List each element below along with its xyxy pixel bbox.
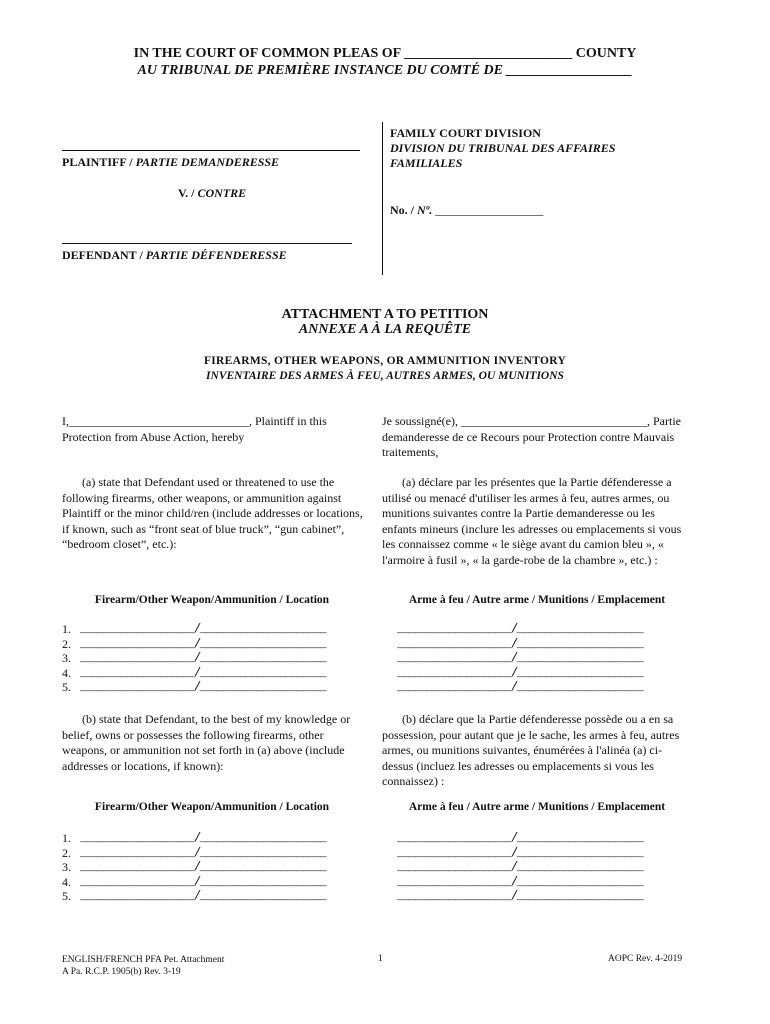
inventory-title-fr: INVENTAIRE DES ARMES À FEU, AUTRES ARMES, OU MUNITIONS bbox=[206, 370, 564, 382]
list-item[interactable]: 2. ____________________/______________________ bbox=[62, 636, 326, 651]
inventory-title-en: FIREARMS, OTHER WEAPONS, OR AMMUNITION INVENTORY bbox=[203, 355, 567, 367]
defendant-line[interactable] bbox=[62, 243, 352, 244]
inventory-header-fr-a: Arme à feu / Autre arme / Munitions / Emplacement bbox=[408, 594, 666, 606]
inventory-header-en-a: Firearm/Other Weapon/Ammunition / Location bbox=[94, 594, 330, 606]
intro-en: I,______________________________, Plaintiff in this Protection from Abuse Action, hereby bbox=[62, 414, 327, 444]
inventory-list-fr-b bbox=[397, 831, 642, 904]
defendant-label: DEFENDANT / PARTIE DÉFENDERESSE bbox=[62, 248, 287, 262]
list-item[interactable]: ____________________/______________________ bbox=[397, 845, 643, 860]
list-item[interactable]: 3. ____________________/______________________ bbox=[62, 860, 326, 874]
inventory-header-fr-b: Arme à feu / Autre arme / Munitions / Emplacement bbox=[408, 801, 666, 813]
list-item[interactable]: ____________________/______________________ bbox=[397, 622, 643, 636]
attachment-title-fr: ANNEXE A À LA REQUÊTE bbox=[298, 322, 472, 337]
case-number: No. / Nº. __________________ bbox=[390, 203, 544, 217]
inventory-list-en-b bbox=[62, 831, 325, 904]
list-item[interactable]: 1. ____________________/______________________ bbox=[62, 831, 326, 845]
case-number-field[interactable]: __________________ bbox=[435, 203, 544, 217]
plaintiff-line[interactable] bbox=[62, 150, 360, 151]
court-heading-fr: AU TRIBUNAL DE PREMIÈRE INSTANCE DU COMTÉ DE __________________ bbox=[137, 63, 633, 78]
list-item[interactable]: 4. ____________________/______________________ bbox=[62, 874, 326, 889]
page-number: 1 bbox=[378, 954, 383, 964]
plaintiff-label: PLAINTIFF / PARTIE DEMANDERESSE bbox=[62, 155, 280, 169]
attachment-title-en: ATTACHMENT A TO PETITION bbox=[281, 307, 489, 322]
inventory-list-en-a bbox=[62, 622, 325, 695]
division-en: FAMILY COURT DIVISION bbox=[390, 126, 541, 140]
versus-label: V. / CONTRE bbox=[178, 186, 247, 200]
court-heading-en: IN THE COURT OF COMMON PLEAS OF ________________________ COUNTY bbox=[133, 46, 637, 61]
division-fr: DIVISION DU TRIBUNAL DES AFFAIRES FAMILIALES bbox=[390, 141, 616, 170]
list-item[interactable]: 4. ____________________/______________________ bbox=[62, 665, 326, 680]
list-item[interactable]: ____________________/______________________ bbox=[397, 680, 643, 694]
section-b-fr: (b) déclare que la Partie défenderesse possède ou a en sa possession, pour autant que je le sache, les armes à feu, autres armes, ou munitions suivantes, énumérées à l'alinéa (a) ci-dessus (incluez les adresses ou emplacements si vous les connaissez) : bbox=[382, 712, 680, 788]
intro-fr: Je soussigné(e), _______________________________, Partie demanderesse de ce Recours pour Protection contre Mauvais traitements, bbox=[382, 414, 681, 459]
list-item[interactable]: 3. ____________________/______________________ bbox=[62, 651, 326, 665]
footer-left bbox=[62, 954, 224, 978]
inventory-header-en-b: Firearm/Other Weapon/Ammunition / Location bbox=[94, 801, 330, 813]
caption-divider bbox=[382, 122, 383, 275]
list-item[interactable]: 5. ____________________/______________________ bbox=[62, 680, 326, 694]
list-item[interactable]: 5. ____________________/______________________ bbox=[62, 889, 326, 903]
list-item[interactable]: ____________________/______________________ bbox=[397, 831, 643, 845]
inventory-list-fr-a bbox=[397, 622, 642, 695]
list-item[interactable]: ____________________/______________________ bbox=[397, 874, 643, 889]
list-item[interactable]: 1. ____________________/______________________ bbox=[62, 622, 326, 636]
list-item[interactable]: ____________________/______________________ bbox=[397, 860, 643, 874]
footer-revision: AOPC Rev. 4-2019 bbox=[608, 954, 683, 964]
footer-form-name: ENGLISH/FRENCH PFA Pet. Attachment bbox=[62, 955, 225, 965]
footer-rule-ref: A Pa. R.C.P. 1905(b) Rev. 3-19 bbox=[62, 967, 181, 977]
section-a-fr: (a) déclare par les présentes que la Partie défenderesse a utilisé ou menacé d'utiliser les armes à feu, autres armes, ou munitions suivantes contre la Partie demanderesse ou les enfants mineurs (inclure les adresses ou emplacements si vous les connaissez comme « le siège avant du camion bleu », « l'armoire à fusil », « la garde-robe de la chambre », etc.) : bbox=[382, 475, 682, 567]
list-item[interactable]: ____________________/______________________ bbox=[397, 651, 643, 665]
list-item[interactable]: ____________________/______________________ bbox=[397, 636, 643, 651]
list-item[interactable]: ____________________/______________________ bbox=[397, 889, 643, 903]
list-item[interactable]: ____________________/______________________ bbox=[397, 665, 643, 680]
section-a-en: (a) state that Defendant used or threatened to use the following firearms, other weapons, or ammunition against Plaintiff or the minor child/ren (include addresses or locations, if known, such as “front seat of blue truck”, “gun cabinet”, “bedroom closet”, etc.): bbox=[62, 475, 363, 551]
list-item[interactable]: 2. ____________________/______________________ bbox=[62, 845, 326, 860]
section-b-en: (b) state that Defendant, to the best of my knowledge or belief, owns or possesses the following firearms, other weapons, or ammunition not set forth in (a) above (include addresses or locations, if known): bbox=[62, 712, 351, 773]
